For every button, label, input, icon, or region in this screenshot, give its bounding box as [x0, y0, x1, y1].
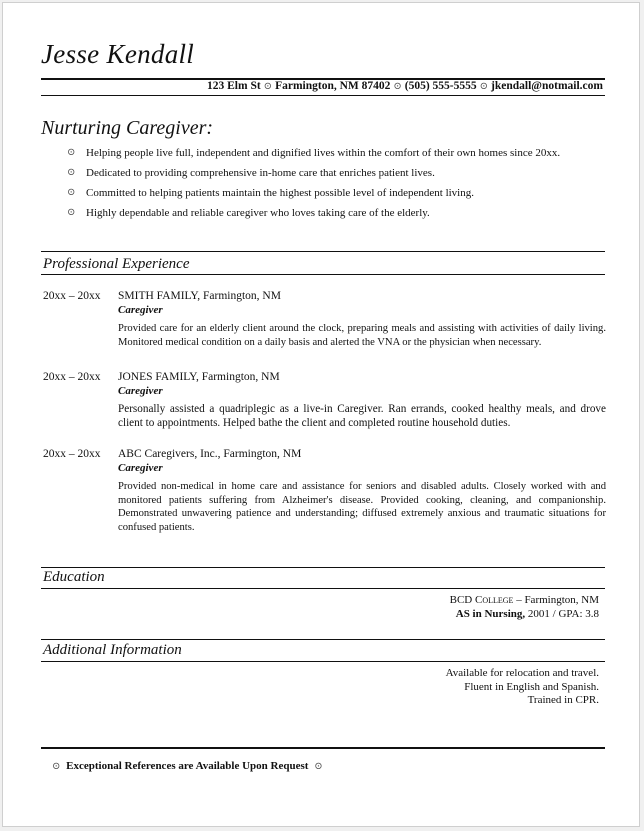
additional-info-block: [446, 667, 599, 708]
school-location: – Farmington, NM: [513, 594, 599, 606]
highlight-item: [67, 186, 607, 206]
bullet-icon: ⊙: [67, 207, 76, 218]
contact-address: 123 Elm St: [207, 80, 261, 92]
highlight-item: [67, 146, 607, 166]
education-block: [450, 594, 599, 621]
contact-phone: (505) 555-5555: [404, 80, 477, 92]
job-dates: 20xx – 20xx: [43, 371, 101, 383]
candidate-name: Jesse Kendall: [41, 39, 195, 69]
highlight-item: [67, 166, 607, 186]
section-rule: [41, 639, 605, 640]
section-title-education: Education: [43, 569, 105, 585]
job-title: Caregiver: [118, 462, 163, 474]
degree-name: AS in Nursing,: [455, 607, 526, 620]
highlight-text: Committed to helping patients maintain the highest possible level of independent living.: [86, 187, 474, 199]
job-title: Caregiver: [118, 304, 163, 316]
bullet-icon: ⊙: [67, 187, 76, 198]
separator-icon: ⊙: [263, 81, 273, 92]
bullet-icon: ⊙: [67, 147, 76, 158]
job-title: Caregiver: [118, 385, 163, 397]
contact-email: jkendall@notmail.com: [491, 80, 603, 92]
highlight-item: [67, 206, 607, 226]
job-dates: 20xx – 20xx: [43, 290, 101, 302]
additional-line: Available for relocation and travel.: [445, 667, 599, 679]
additional-line: Trained in CPR.: [527, 694, 599, 706]
contact-line: [207, 80, 603, 92]
job-description: Provided care for an elderly client around the clock, preparing meals and assisting with activities of daily living. Monitored medical condition on a daily basis and alerted the VNA or the physician when necessary.: [118, 323, 606, 348]
contact-city: Farmington, NM 87402: [275, 80, 391, 92]
section-rule: [41, 661, 605, 662]
bullet-icon: ⊙: [67, 167, 76, 178]
job-employer: JONES FAMILY, Farmington, NM: [118, 371, 280, 383]
section-rule: [41, 251, 605, 252]
additional-line: Fluent in English and Spanish.: [464, 680, 599, 693]
header-rule-bottom: [41, 95, 605, 96]
job-employer: ABC Caregivers, Inc., Farmington, NM: [118, 448, 302, 460]
references-note: [49, 760, 326, 772]
job-employer: SMITH FAMILY, Farmington, NM: [118, 290, 281, 302]
section-rule: [41, 567, 605, 568]
resume-page: [2, 2, 640, 827]
job-description: Provided non-medical in home care and assistance for seniors and disabled adults. Closely worked with and monitored patients suffering from Alzheimer's disease. Provided cooking, cleaning, and companionship. Demonstrated unwavering patience and understanding; diffused extremely anxious and traumatic situations for confused patients.: [118, 481, 606, 533]
section-title-experience: Professional Experience: [43, 256, 190, 272]
highlight-text: Highly dependable and reliable caregiver who loves taking care of the elderly.: [86, 207, 430, 219]
education-school-line: [450, 594, 599, 608]
highlight-text: Dedicated to providing comprehensive in-home care that enriches patient lives.: [86, 167, 435, 179]
highlights-list: [67, 146, 607, 226]
education-degree-line: [450, 608, 599, 622]
separator-icon: ⊙: [52, 761, 61, 772]
school-name: BCD College: [449, 594, 514, 606]
references-text: Exceptional References are Available Upon Request: [66, 760, 309, 772]
separator-icon: ⊙: [393, 81, 402, 92]
footer-rule: [41, 747, 605, 749]
job-dates: 20xx – 20xx: [43, 448, 101, 460]
separator-icon: ⊙: [479, 81, 489, 92]
section-rule: [41, 588, 605, 589]
section-title-additional: Additional Information: [43, 642, 182, 658]
headline: Nurturing Caregiver:: [41, 117, 214, 139]
degree-details: 2001 / GPA: 3.8: [525, 607, 599, 620]
job-description: Personally assisted a quadriplegic as a live-in Caregiver. Ran errands, cooked healthy meals, and drove client to appointments. Helped bathe the client and completed routine household duties.: [118, 403, 606, 429]
highlight-text: Helping people live full, independent and dignified lives within the comfort of their own homes since 20xx.: [86, 147, 561, 159]
section-rule: [41, 274, 605, 275]
separator-icon: ⊙: [314, 761, 323, 772]
